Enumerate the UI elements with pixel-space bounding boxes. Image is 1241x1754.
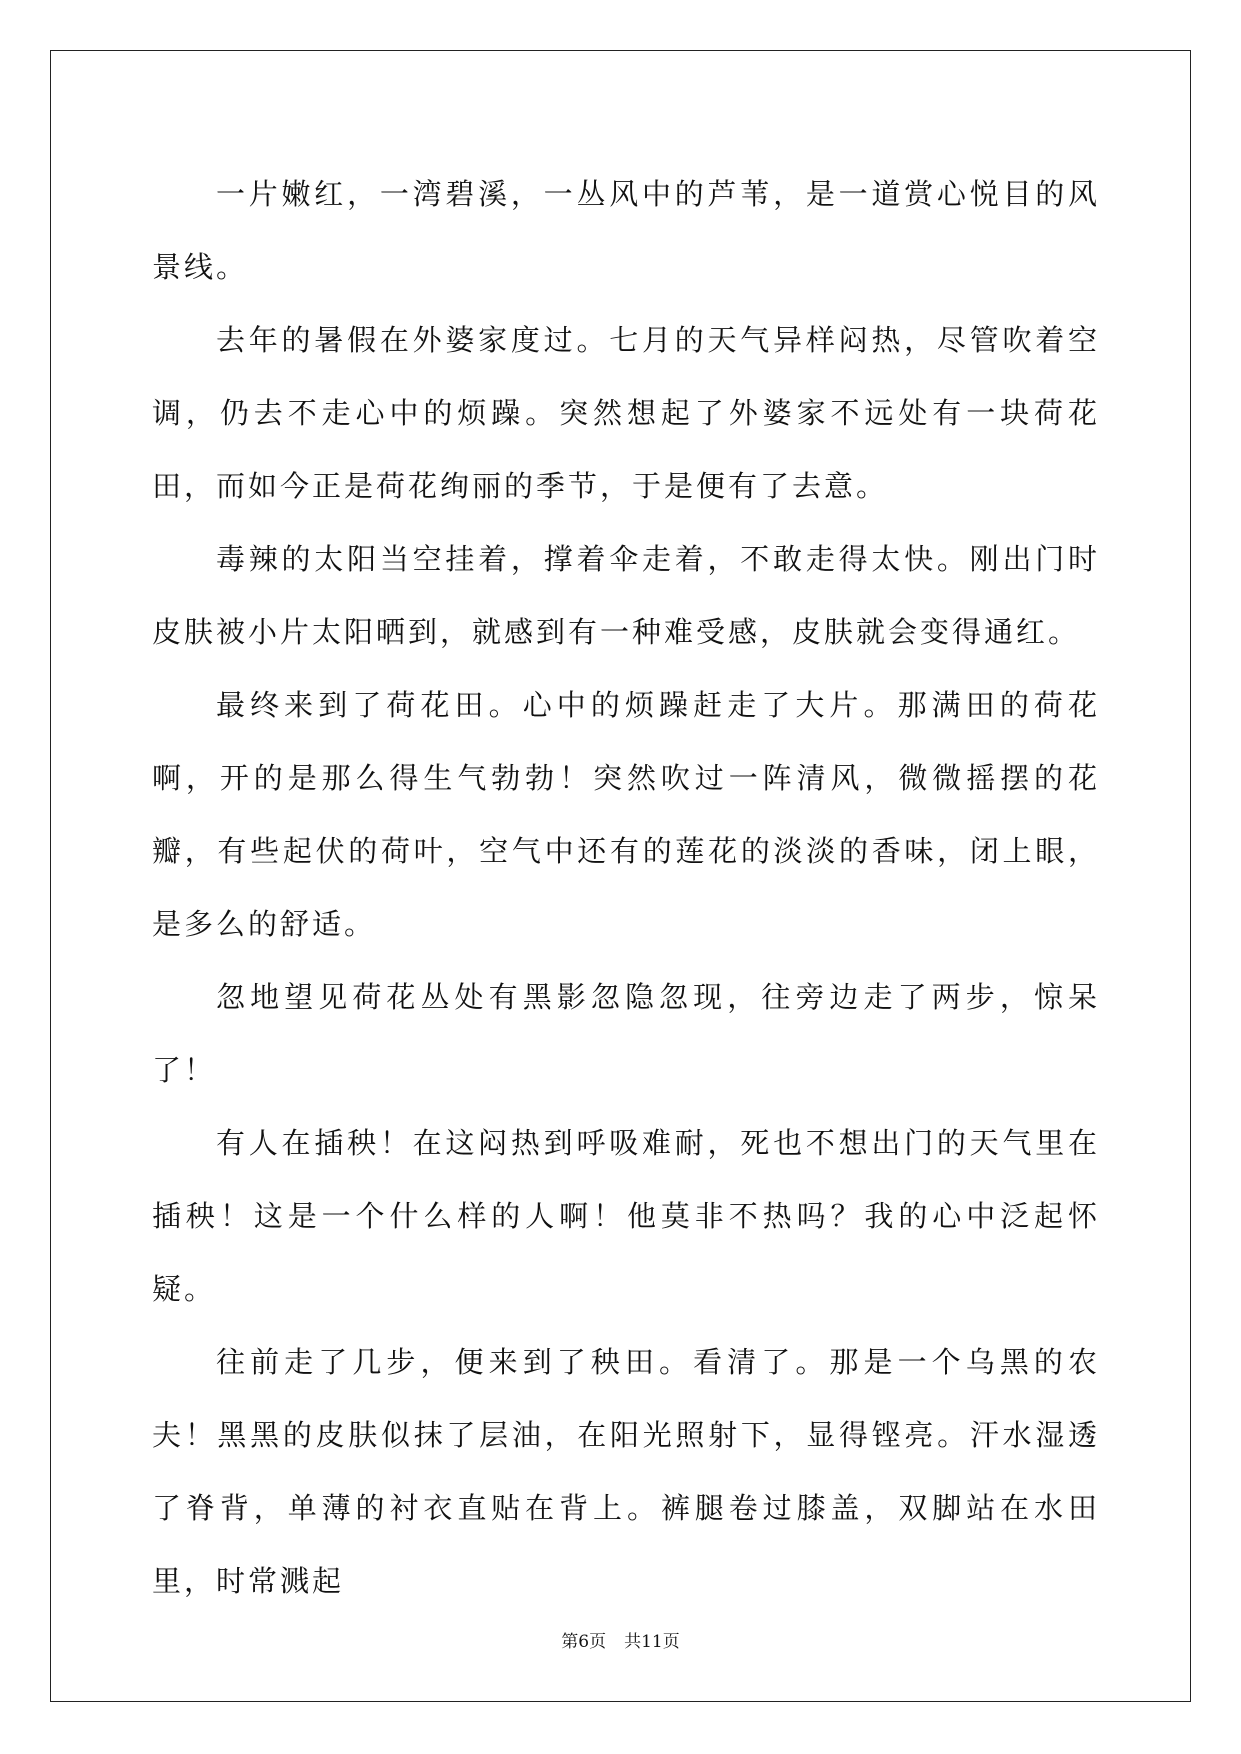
- page-number: 第6页: [561, 1632, 607, 1652]
- paragraph-2: 去年的暑假在外婆家度过。七月的天气异样闷热，尽管吹着空调，仍去不走心中的烦躁。突然想起了外婆家不远处有一块荷花田，而如今正是荷花绚丽的季节，于是便有了去意。: [152, 323, 1100, 503]
- paragraph-5: 忽地望见荷花丛处有黑影忽隐忽现，往旁边走了两步，惊呆了！: [152, 980, 1100, 1087]
- page-total: 共11页: [624, 1632, 680, 1652]
- document-body: [152, 158, 1100, 1618]
- paragraph-7: 往前走了几步，便来到了秧田。看清了。那是一个乌黑的农夫！黑黑的皮肤似抹了层油，在阳光照射下，显得铿亮。汗水湿透了脊背，单薄的衬衣直贴在背上。裤腿卷过膝盖，双脚站在水田里，时常溅起: [152, 1345, 1100, 1598]
- page-footer: [0, 1627, 1241, 1652]
- paragraph-1: 一片嫩红，一湾碧溪，一丛风中的芦苇，是一道赏心悦目的风景线。: [152, 177, 1100, 284]
- paragraph-3: 毒辣的太阳当空挂着，撑着伞走着，不敢走得太快。刚出门时皮肤被小片太阳晒到，就感到有一种难受感，皮肤就会变得通红。: [152, 542, 1100, 649]
- paragraph-6: 有人在插秧！在这闷热到呼吸难耐，死也不想出门的天气里在插秧！这是一个什么样的人啊！他莫非不热吗？我的心中泛起怀疑。: [152, 1126, 1100, 1306]
- paragraph-4: 最终来到了荷花田。心中的烦躁赶走了大片。那满田的荷花啊，开的是那么得生气勃勃！突然吹过一阵清风，微微摇摆的花瓣，有些起伏的荷叶，空气中还有的莲花的淡淡的香味，闭上眼，是多么的舒适。: [152, 688, 1100, 941]
